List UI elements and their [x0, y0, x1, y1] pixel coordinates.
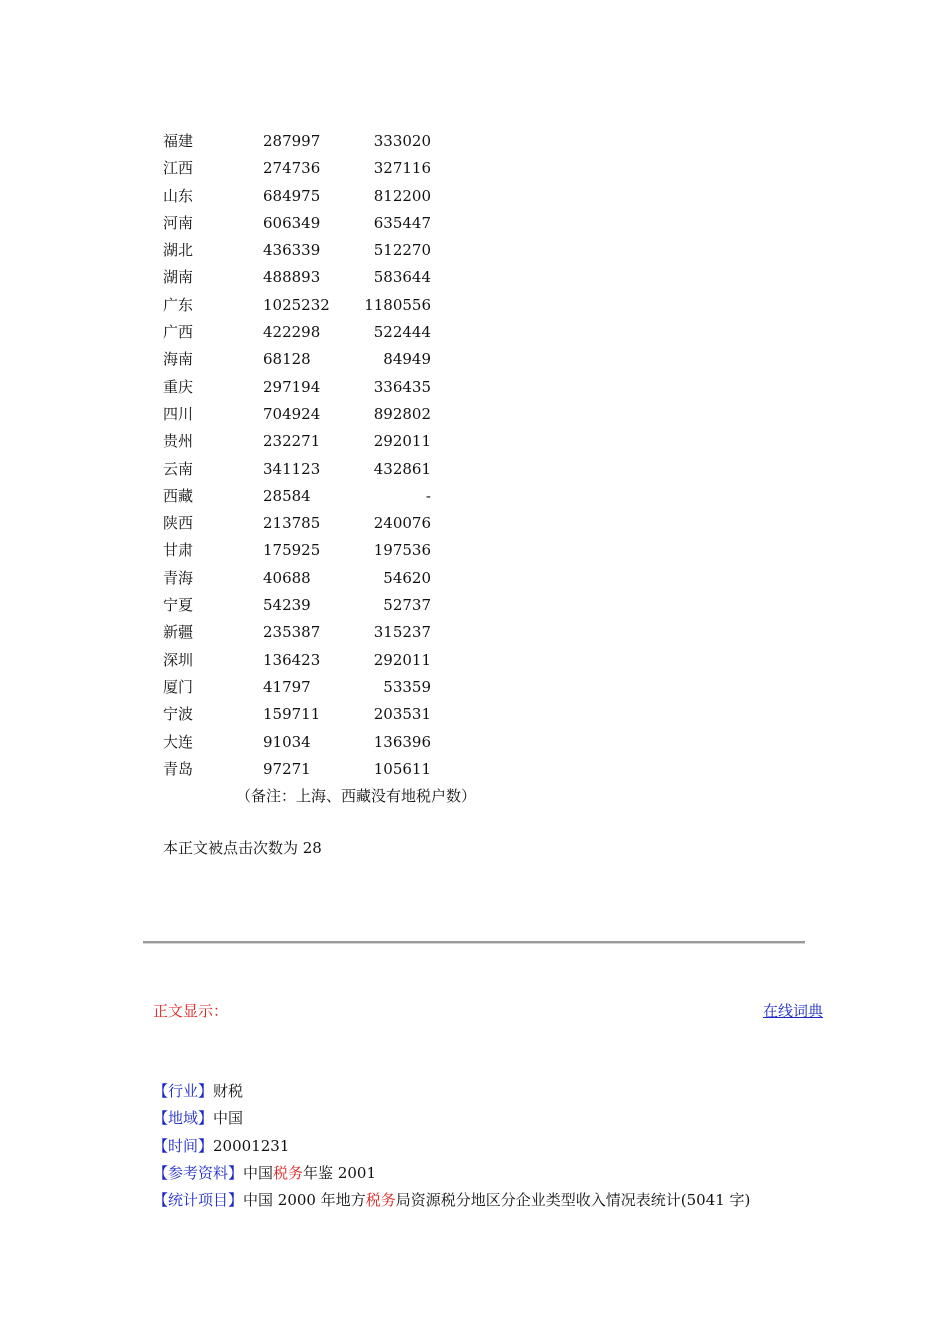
table-row [163, 237, 563, 264]
value-2001-cell: 315237 [373, 623, 431, 642]
value-2000-cell: 41797 [263, 677, 311, 696]
region-name-cell: 河南 [163, 213, 194, 232]
meta-date-label: 【时间】 [153, 1136, 214, 1155]
value-2001-cell: 240076 [373, 514, 431, 533]
value-2001-cell: 292011 [373, 432, 431, 451]
value-2000-cell: 1025232 [263, 295, 330, 314]
table-row [163, 592, 563, 619]
region-name-cell: 广西 [163, 323, 194, 342]
table-row [163, 264, 563, 291]
value-2000-cell: 213785 [263, 514, 321, 533]
table-row [163, 729, 563, 756]
meta-industry [153, 1078, 750, 1105]
value-2000-cell: 422298 [263, 323, 321, 342]
region-name-cell: 海南 [163, 350, 194, 369]
region-name-cell: 青海 [163, 568, 194, 587]
meta-stat-item-label: 【统计项目】 [153, 1191, 244, 1210]
region-name-cell: 青岛 [163, 759, 194, 778]
value-2000-cell: 297194 [263, 377, 321, 396]
value-2000-cell: 287997 [263, 132, 321, 150]
meta-date-value: 20001231 [213, 1136, 290, 1155]
meta-region-value: 中国 [213, 1109, 244, 1128]
table-row [163, 319, 563, 346]
value-2001-cell: 522444 [373, 323, 431, 342]
value-2000-cell: 97271 [263, 759, 311, 778]
value-2001-cell: 53359 [383, 677, 431, 696]
value-2001-cell: 892802 [373, 404, 431, 423]
meta-industry-label: 【行业】 [153, 1082, 214, 1100]
table-row [163, 647, 563, 674]
value-2001-cell: 333020 [373, 132, 431, 150]
region-name-cell: 广东 [163, 295, 194, 314]
value-2000-cell: 40688 [263, 568, 311, 587]
region-name-cell: 甘肃 [163, 541, 194, 560]
table-row [163, 510, 563, 537]
value-2000-cell: 159711 [263, 705, 321, 724]
value-2001-cell: 84949 [383, 350, 431, 369]
value-2001-cell: 197536 [373, 541, 431, 560]
region-name-cell: 湖南 [163, 268, 194, 287]
value-2000-cell: 606349 [263, 213, 321, 232]
value-2001-cell: 512270 [373, 241, 431, 260]
body-display-label: 正文显示： [153, 1002, 229, 1020]
region-name-cell: 宁夏 [163, 596, 194, 615]
value-2000-cell: 175925 [263, 541, 321, 560]
meta-date [153, 1133, 750, 1160]
value-2001-cell: 812200 [373, 186, 431, 205]
table-row [163, 183, 563, 210]
metadata-block [153, 1078, 750, 1214]
region-name-cell: 云南 [163, 459, 194, 478]
table-row [163, 619, 563, 646]
meta-reference-label: 【参考资料】 [153, 1163, 244, 1182]
table-row [163, 155, 563, 182]
meta-region-label: 【地域】 [153, 1109, 214, 1128]
region-name-cell: 宁波 [163, 705, 194, 724]
value-2000-cell: 488893 [263, 268, 321, 287]
meta-industry-value: 财税 [213, 1082, 244, 1100]
value-2001-cell: 327116 [373, 159, 431, 178]
region-name-cell: 大连 [163, 732, 194, 751]
value-2000-cell: 54239 [263, 596, 311, 615]
table-row [163, 210, 563, 237]
table-row [163, 483, 563, 510]
tax-households-table [163, 128, 563, 783]
region-name-cell: 新疆 [163, 623, 194, 642]
value-2001-cell: 105611 [373, 759, 431, 778]
table-row [163, 456, 563, 483]
meta-region [153, 1105, 750, 1132]
meta-stat-item-post: 局资源税分地区分企业类型收入情况表统计(5041 字) [395, 1191, 751, 1210]
table-note: （备注：上海、西藏没有地税户数） [236, 787, 477, 805]
table-row [163, 292, 563, 319]
meta-reference-pre: 中国 [243, 1163, 274, 1182]
region-name-cell: 四川 [163, 404, 194, 423]
region-name-cell: 西藏 [163, 486, 194, 505]
table-row [163, 346, 563, 373]
table-row [163, 428, 563, 455]
table-row [163, 565, 563, 592]
value-2001-cell: 336435 [373, 377, 431, 396]
value-2001-cell: 52737 [383, 596, 431, 615]
table-row [163, 674, 563, 701]
value-2001-cell: 136396 [373, 732, 431, 751]
table-row [163, 374, 563, 401]
table-row [163, 128, 563, 155]
value-2000-cell: 28584 [263, 486, 311, 505]
meta-stat-item-highlight: 税务 [365, 1191, 396, 1210]
table-row [163, 701, 563, 728]
region-name-cell: 陕西 [163, 514, 194, 533]
region-name-cell: 深圳 [163, 650, 194, 669]
value-2001-cell: 432861 [373, 459, 431, 478]
value-2001-cell: 54620 [383, 568, 431, 587]
region-name-cell: 湖北 [163, 241, 194, 260]
value-2000-cell: 235387 [263, 623, 321, 642]
table-row [163, 537, 563, 564]
value-2000-cell: 704924 [263, 404, 321, 423]
click-count-text: 本正文被点击次数为 28 [163, 839, 322, 857]
value-2000-cell: 684975 [263, 186, 321, 205]
region-name-cell: 贵州 [163, 432, 194, 451]
value-2000-cell: 274736 [263, 159, 321, 178]
table-row [163, 756, 563, 783]
value-2001-cell: 635447 [373, 213, 431, 232]
table-row [163, 401, 563, 428]
online-dictionary-link[interactable]: 在线词典 [762, 1002, 823, 1020]
region-name-cell: 江西 [163, 159, 194, 178]
region-name-cell: 重庆 [163, 377, 194, 396]
value-2000-cell: 68128 [263, 350, 311, 369]
meta-stat-item [153, 1187, 750, 1214]
value-2001-cell: 292011 [373, 650, 431, 669]
value-2001-cell: 583644 [373, 268, 431, 287]
meta-reference-highlight: 税务 [273, 1163, 304, 1182]
horizontal-divider [143, 941, 805, 944]
value-2001-cell: 1180556 [364, 295, 431, 314]
value-2001-cell: - [425, 486, 431, 505]
region-name-cell: 厦门 [163, 677, 194, 696]
value-2000-cell: 341123 [263, 459, 321, 478]
value-2001-cell: 203531 [373, 705, 431, 724]
meta-reference-post: 年鉴 2001 [303, 1163, 376, 1182]
meta-reference [153, 1160, 750, 1187]
meta-stat-item-pre: 中国 2000 年地方 [243, 1191, 366, 1210]
value-2000-cell: 232271 [263, 432, 321, 451]
value-2000-cell: 436339 [263, 241, 321, 260]
value-2000-cell: 136423 [263, 650, 321, 669]
region-name-cell: 福建 [163, 132, 194, 150]
value-2000-cell: 91034 [263, 732, 311, 751]
region-name-cell: 山东 [163, 186, 194, 205]
